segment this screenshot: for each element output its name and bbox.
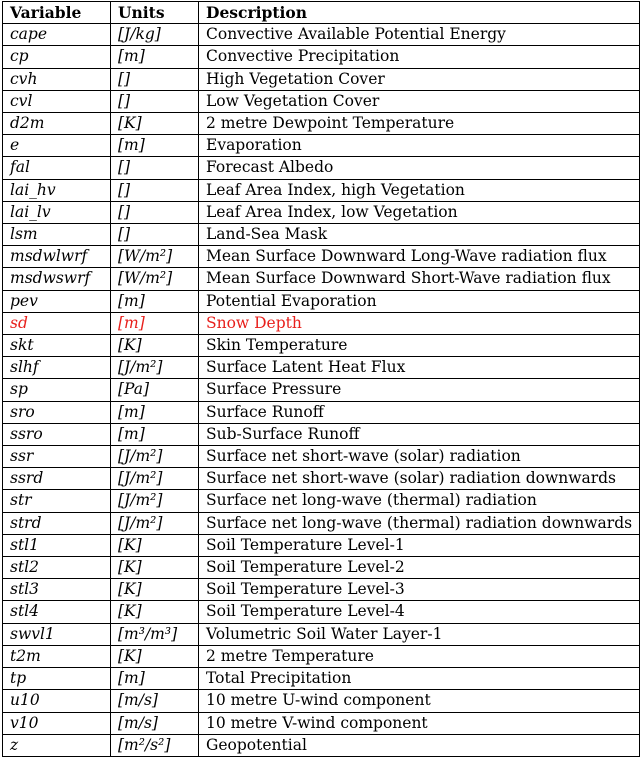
variable-cell: ssro <box>3 423 111 445</box>
units-cell: [m] <box>111 312 199 334</box>
variable-cell: e <box>3 135 111 157</box>
table-row <box>3 668 640 690</box>
variable-cell: cape <box>3 24 111 46</box>
description-cell: Surface net short-wave (solar) radiation <box>199 446 640 468</box>
variable-cell: cp <box>3 46 111 68</box>
variable-cell: tp <box>3 668 111 690</box>
table-row <box>3 290 640 312</box>
table-row <box>3 557 640 579</box>
units-cell: [Pa] <box>111 379 199 401</box>
table-row <box>3 90 640 112</box>
table-row <box>3 645 640 667</box>
table-body <box>3 24 640 757</box>
units-cell: [J/m²] <box>111 490 199 512</box>
description-cell: Surface net long-wave (thermal) radiation <box>199 490 640 512</box>
variable-cell: d2m <box>3 113 111 135</box>
variable-cell: ssrd <box>3 468 111 490</box>
description-cell: Surface net short-wave (solar) radiation downwards <box>199 468 640 490</box>
description-cell: Soil Temperature Level-2 <box>199 557 640 579</box>
variable-cell: stl1 <box>3 534 111 556</box>
units-cell: [J/m²] <box>111 446 199 468</box>
units-cell: [K] <box>111 113 199 135</box>
description-cell: Geopotential <box>199 734 640 756</box>
variable-cell: msdwswrf <box>3 268 111 290</box>
description-cell: Mean Surface Downward Long-Wave radiation flux <box>199 246 640 268</box>
units-cell: [m] <box>111 401 199 423</box>
header-row <box>3 2 640 24</box>
variable-cell: sd <box>3 312 111 334</box>
units-cell: [m] <box>111 423 199 445</box>
description-cell: Soil Temperature Level-3 <box>199 579 640 601</box>
units-cell: [m/s] <box>111 712 199 734</box>
units-cell: [K] <box>111 557 199 579</box>
units-cell: [] <box>111 224 199 246</box>
variable-cell: skt <box>3 335 111 357</box>
units-cell: [] <box>111 68 199 90</box>
units-cell: [] <box>111 201 199 223</box>
units-cell: [m] <box>111 290 199 312</box>
table-row <box>3 712 640 734</box>
units-cell: [] <box>111 157 199 179</box>
variable-cell: slhf <box>3 357 111 379</box>
units-cell: [m/s] <box>111 690 199 712</box>
table-row <box>3 534 640 556</box>
variable-cell: stl4 <box>3 601 111 623</box>
description-cell: Total Precipitation <box>199 668 640 690</box>
variable-cell: t2m <box>3 645 111 667</box>
table-row <box>3 312 640 334</box>
table-row <box>3 335 640 357</box>
units-cell: [K] <box>111 645 199 667</box>
variable-cell: stl2 <box>3 557 111 579</box>
variable-cell: z <box>3 734 111 756</box>
table-row <box>3 268 640 290</box>
units-cell: [m] <box>111 46 199 68</box>
description-cell: Skin Temperature <box>199 335 640 357</box>
table-row <box>3 246 640 268</box>
variable-cell: cvl <box>3 90 111 112</box>
table-row <box>3 46 640 68</box>
units-cell: [m] <box>111 668 199 690</box>
description-cell: Potential Evaporation <box>199 290 640 312</box>
units-cell: [m] <box>111 135 199 157</box>
description-cell: 2 metre Dewpoint Temperature <box>199 113 640 135</box>
units-cell: [K] <box>111 335 199 357</box>
table-row <box>3 379 640 401</box>
table-row <box>3 135 640 157</box>
table-row <box>3 423 640 445</box>
table-row <box>3 224 640 246</box>
table-row <box>3 179 640 201</box>
description-cell: Surface Pressure <box>199 379 640 401</box>
table-row <box>3 579 640 601</box>
table-row <box>3 24 640 46</box>
units-cell: [] <box>111 90 199 112</box>
units-cell: [K] <box>111 601 199 623</box>
variable-cell: pev <box>3 290 111 312</box>
variable-cell: msdwlwrf <box>3 246 111 268</box>
description-cell: 2 metre Temperature <box>199 645 640 667</box>
table-row <box>3 690 640 712</box>
table-row <box>3 157 640 179</box>
variable-cell: stl3 <box>3 579 111 601</box>
description-cell: Leaf Area Index, high Vegetation <box>199 179 640 201</box>
description-cell: Convective Precipitation <box>199 46 640 68</box>
variable-cell: str <box>3 490 111 512</box>
table-row <box>3 113 640 135</box>
variable-cell: lai_lv <box>3 201 111 223</box>
table-row <box>3 446 640 468</box>
description-cell: Surface Runoff <box>199 401 640 423</box>
description-cell: Sub-Surface Runoff <box>199 423 640 445</box>
description-cell: Soil Temperature Level-1 <box>199 534 640 556</box>
table-row <box>3 68 640 90</box>
table-row <box>3 401 640 423</box>
header-variable: Variable <box>3 2 111 24</box>
units-cell: [] <box>111 179 199 201</box>
variables-table <box>2 1 640 757</box>
description-cell: Snow Depth <box>199 312 640 334</box>
table-row <box>3 512 640 534</box>
description-cell: Leaf Area Index, low Vegetation <box>199 201 640 223</box>
units-cell: [J/m²] <box>111 512 199 534</box>
units-cell: [J/kg] <box>111 24 199 46</box>
description-cell: Low Vegetation Cover <box>199 90 640 112</box>
description-cell: 10 metre V-wind component <box>199 712 640 734</box>
description-cell: Volumetric Soil Water Layer-1 <box>199 623 640 645</box>
variable-cell: swvl1 <box>3 623 111 645</box>
table-row <box>3 734 640 756</box>
units-cell: [K] <box>111 534 199 556</box>
variable-cell: u10 <box>3 690 111 712</box>
variable-cell: fal <box>3 157 111 179</box>
table-row <box>3 201 640 223</box>
description-cell: High Vegetation Cover <box>199 68 640 90</box>
units-cell: [W/m²] <box>111 246 199 268</box>
units-cell: [m³/m³] <box>111 623 199 645</box>
table-row <box>3 601 640 623</box>
table-row <box>3 623 640 645</box>
description-cell: Soil Temperature Level-4 <box>199 601 640 623</box>
variable-cell: lai_hv <box>3 179 111 201</box>
description-cell: Surface net long-wave (thermal) radiation downwards <box>199 512 640 534</box>
variable-cell: strd <box>3 512 111 534</box>
table-row <box>3 468 640 490</box>
description-cell: 10 metre U-wind component <box>199 690 640 712</box>
variable-cell: ssr <box>3 446 111 468</box>
description-cell: Mean Surface Downward Short-Wave radiation flux <box>199 268 640 290</box>
variable-cell: lsm <box>3 224 111 246</box>
description-cell: Convective Available Potential Energy <box>199 24 640 46</box>
table-row <box>3 490 640 512</box>
description-cell: Evaporation <box>199 135 640 157</box>
variable-cell: v10 <box>3 712 111 734</box>
units-cell: [J/m²] <box>111 468 199 490</box>
description-cell: Land-Sea Mask <box>199 224 640 246</box>
header-units: Units <box>111 2 199 24</box>
description-cell: Forecast Albedo <box>199 157 640 179</box>
units-cell: [K] <box>111 579 199 601</box>
units-cell: [J/m²] <box>111 357 199 379</box>
table-row <box>3 357 640 379</box>
variable-cell: sp <box>3 379 111 401</box>
variable-cell: sro <box>3 401 111 423</box>
units-cell: [W/m²] <box>111 268 199 290</box>
variable-cell: cvh <box>3 68 111 90</box>
header-description: Description <box>199 2 640 24</box>
units-cell: [m²/s²] <box>111 734 199 756</box>
description-cell: Surface Latent Heat Flux <box>199 357 640 379</box>
